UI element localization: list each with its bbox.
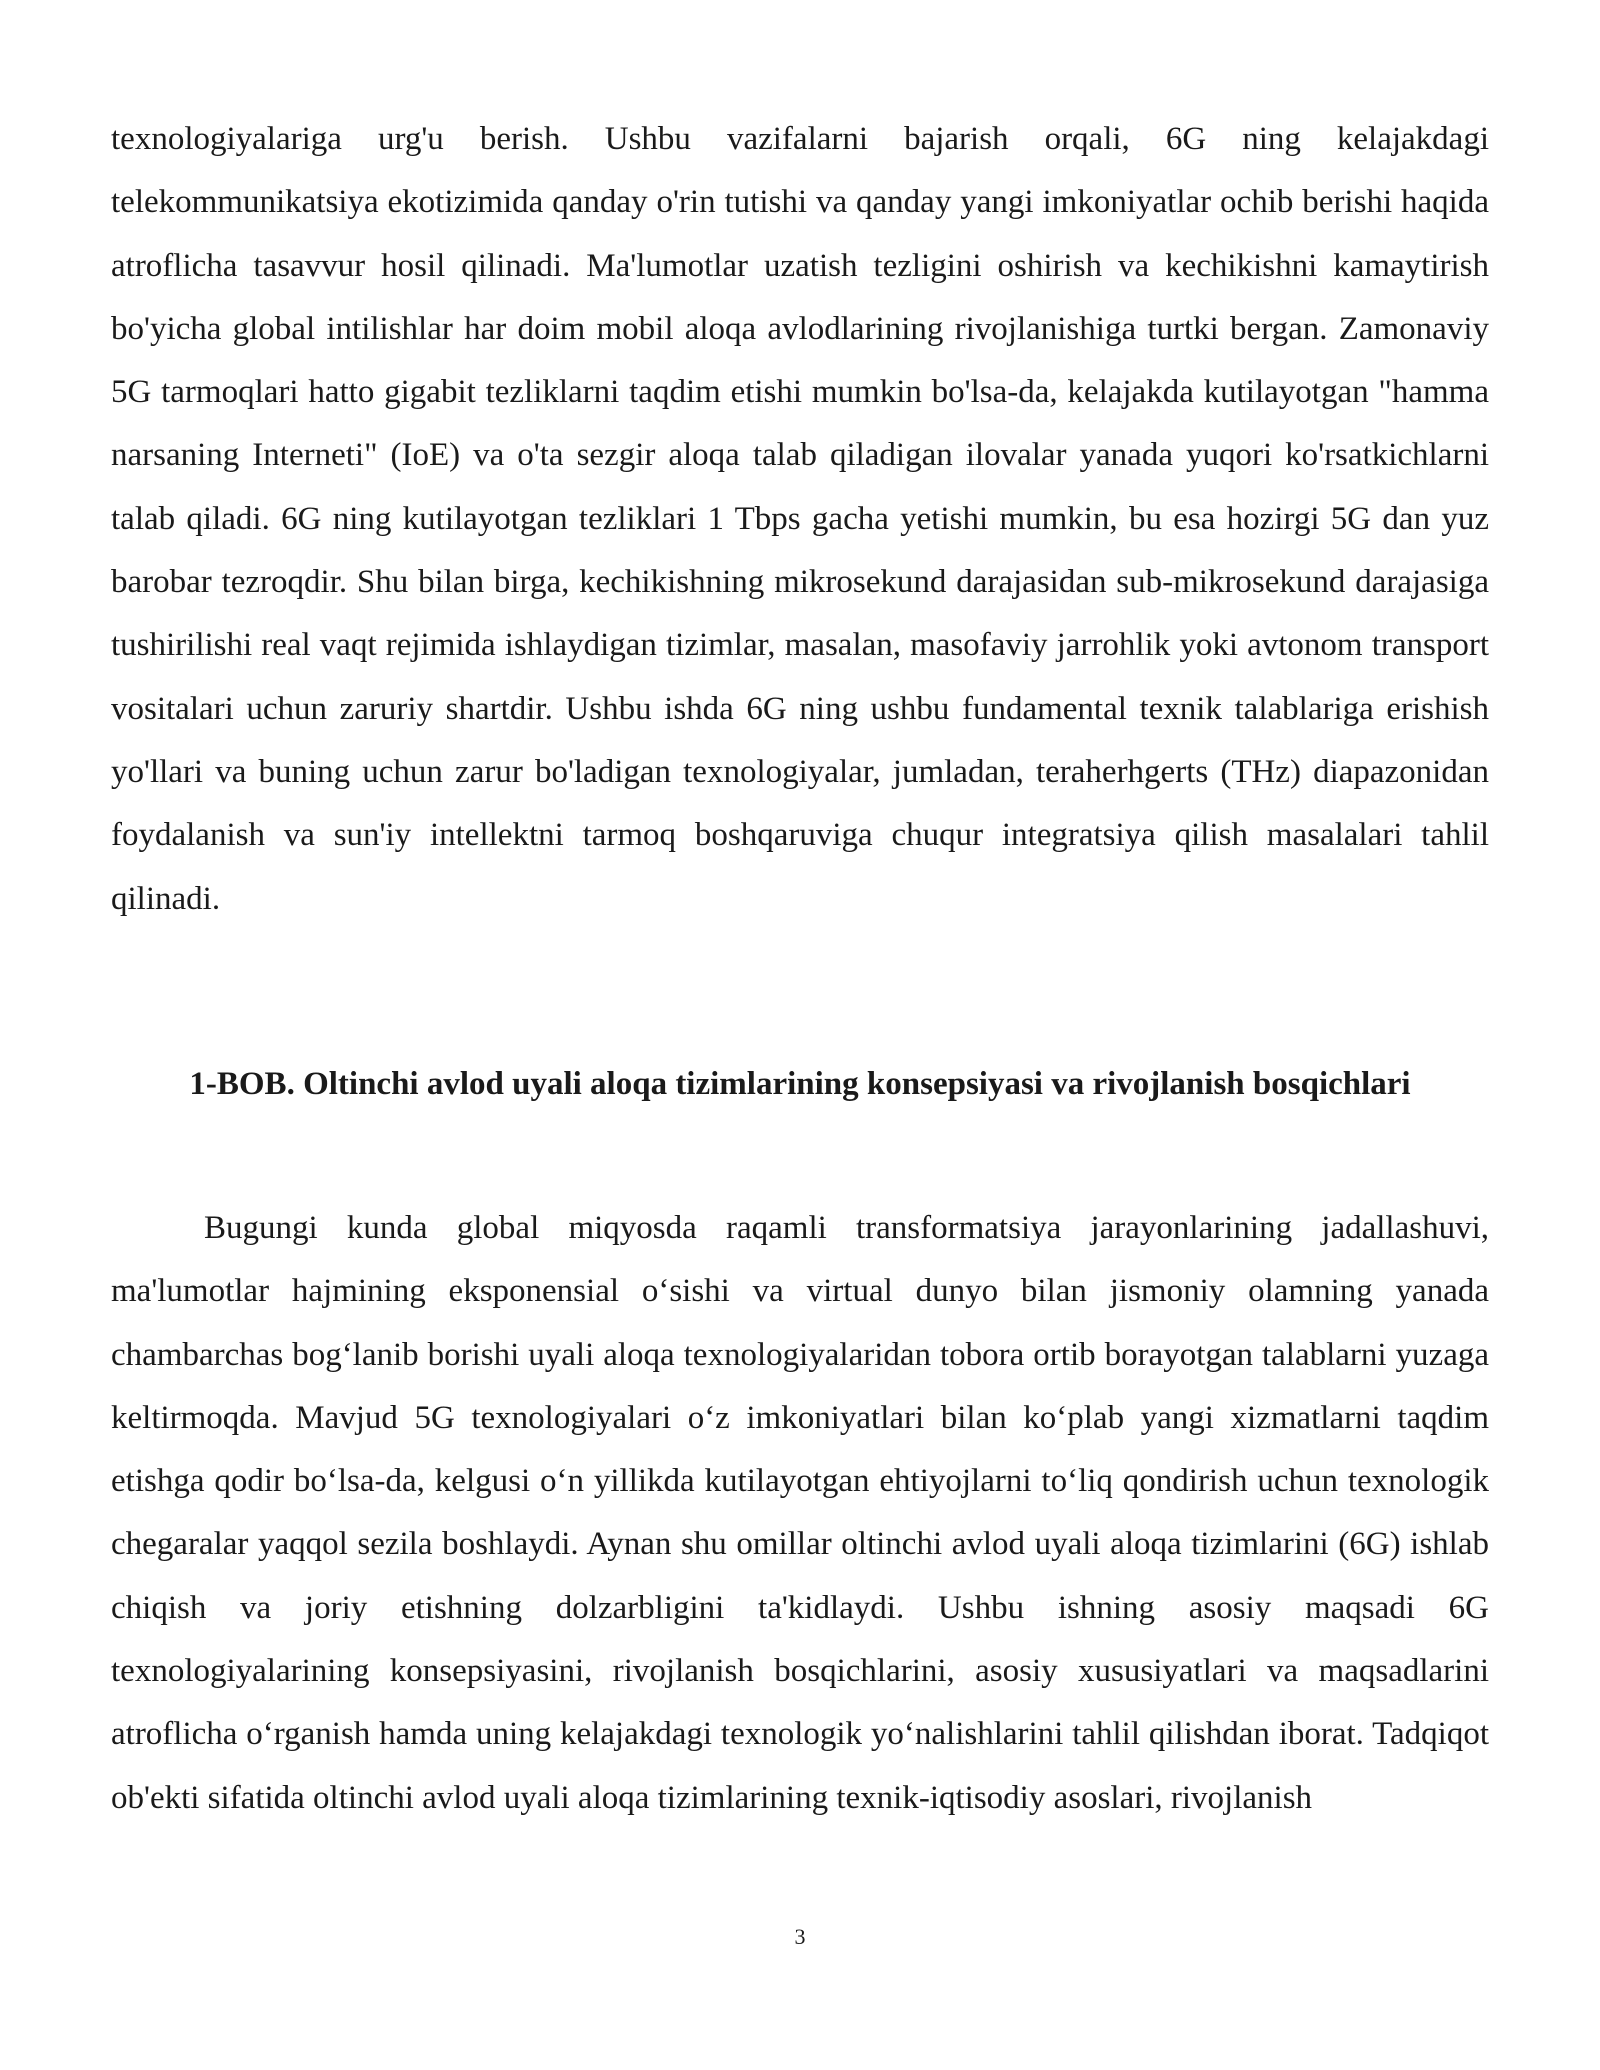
page-number: 3: [794, 1924, 806, 1949]
body-paragraph: Bugungi kunda global miqyosda raqamli transformatsiya jarayonlarining jadallashuvi, ma'lumotlar hajmining eksponensial o‘sishi va virtual dunyo bilan jismoniy olamning yanada chambarchas bog‘lanib borishi uyali aloqa texnologiyalaridan tobora ortib borayotgan talablarni yuzaga keltirmoqda. Mavjud 5G texnologiyalari o‘z imkoniyatlari bilan ko‘plab yangi xizmatlarni taqdim etishga qodir bo‘lsa-da, kelgusi o‘n yillikda kutilayotgan ehtiyojlarni to‘liq qondirish uchun texnologik chegaralar yaqqol sezila boshlaydi. Aynan shu omillar oltinchi avlod uyali aloqa tizimlarini (6G) ishlab chiqish va joriy etishning dolzarbligini ta'kidlaydi. Ushbu ishning asosiy maqsadi 6G texnologiyalarining konsepsiyasini, rivojlanish bosqichlarini, asosiy xususiyatlari va maqsadlarini atroflicha o‘rganish hamda uning kelajakdagi texnologik yo‘nalishlarini tahlil qilishdan iborat. Tadqiqot ob'ekti sifatida oltinchi avlod uyali aloqa tizimlarining texnik-iqtisodiy asoslari, rivojlanish: [111, 1210, 1489, 1816]
body-paragraph: texnologiyalariga urg'u berish. Ushbu vazifalarni bajarish orqali, 6G ning kelajakdagi telekommunikatsiya ekotizimida qanday o'rin tutishi va qanday yangi imkoniyatlar ochib berishi haqida atroflicha tasavvur hosil qilinadi. Ma'lumotlar uzatish tezligini oshirish va kechikishni kamaytirish bo'yicha global intilishlar har doim mobil aloqa avlodlarining rivojlanishiga turtki bergan. Zamonaviy 5G tarmoqlari hatto gigabit tezliklarni taqdim etishi mumkin bo'lsa-da, kelajakda kutilayotgan "hamma narsaning Interneti" (IoE) va o'ta sezgir aloqa talab qiladigan ilovalar yanada yuqori ko'rsatkichlarni talab qiladi. 6G ning kutilayotgan tezliklari 1 Tbps gacha yetishi mumkin, bu esa hozirgi 5G dan yuz barobar tezroqdir. Shu bilan birga, kechikishning mikrosekund darajasidan sub-mikrosekund darajasiga tushirilishi real vaqt rejimida ishlaydigan tizimlar, masalan, masofaviy jarrohlik yoki avtonom transport vositalari uchun zaruriy shartdir. Ushbu ishda 6G ning ushbu fundamental texnik talablariga erishish yo'llari va buning uchun zarur bo'ladigan texnologiyalar, jumladan, teraherhgerts (THz) diapazonidan foydalanish va sun'iy intellektni tarmoq boshqaruviga chuqur integratsiya qilish masalalari tahlil qilinadi.: [111, 121, 1489, 917]
chapter-heading: 1-BOB. Oltinchi avlod uyali aloqa tizimlarining konsepsiyasi va rivojlanish bosqichlari: [189, 1066, 1411, 1102]
